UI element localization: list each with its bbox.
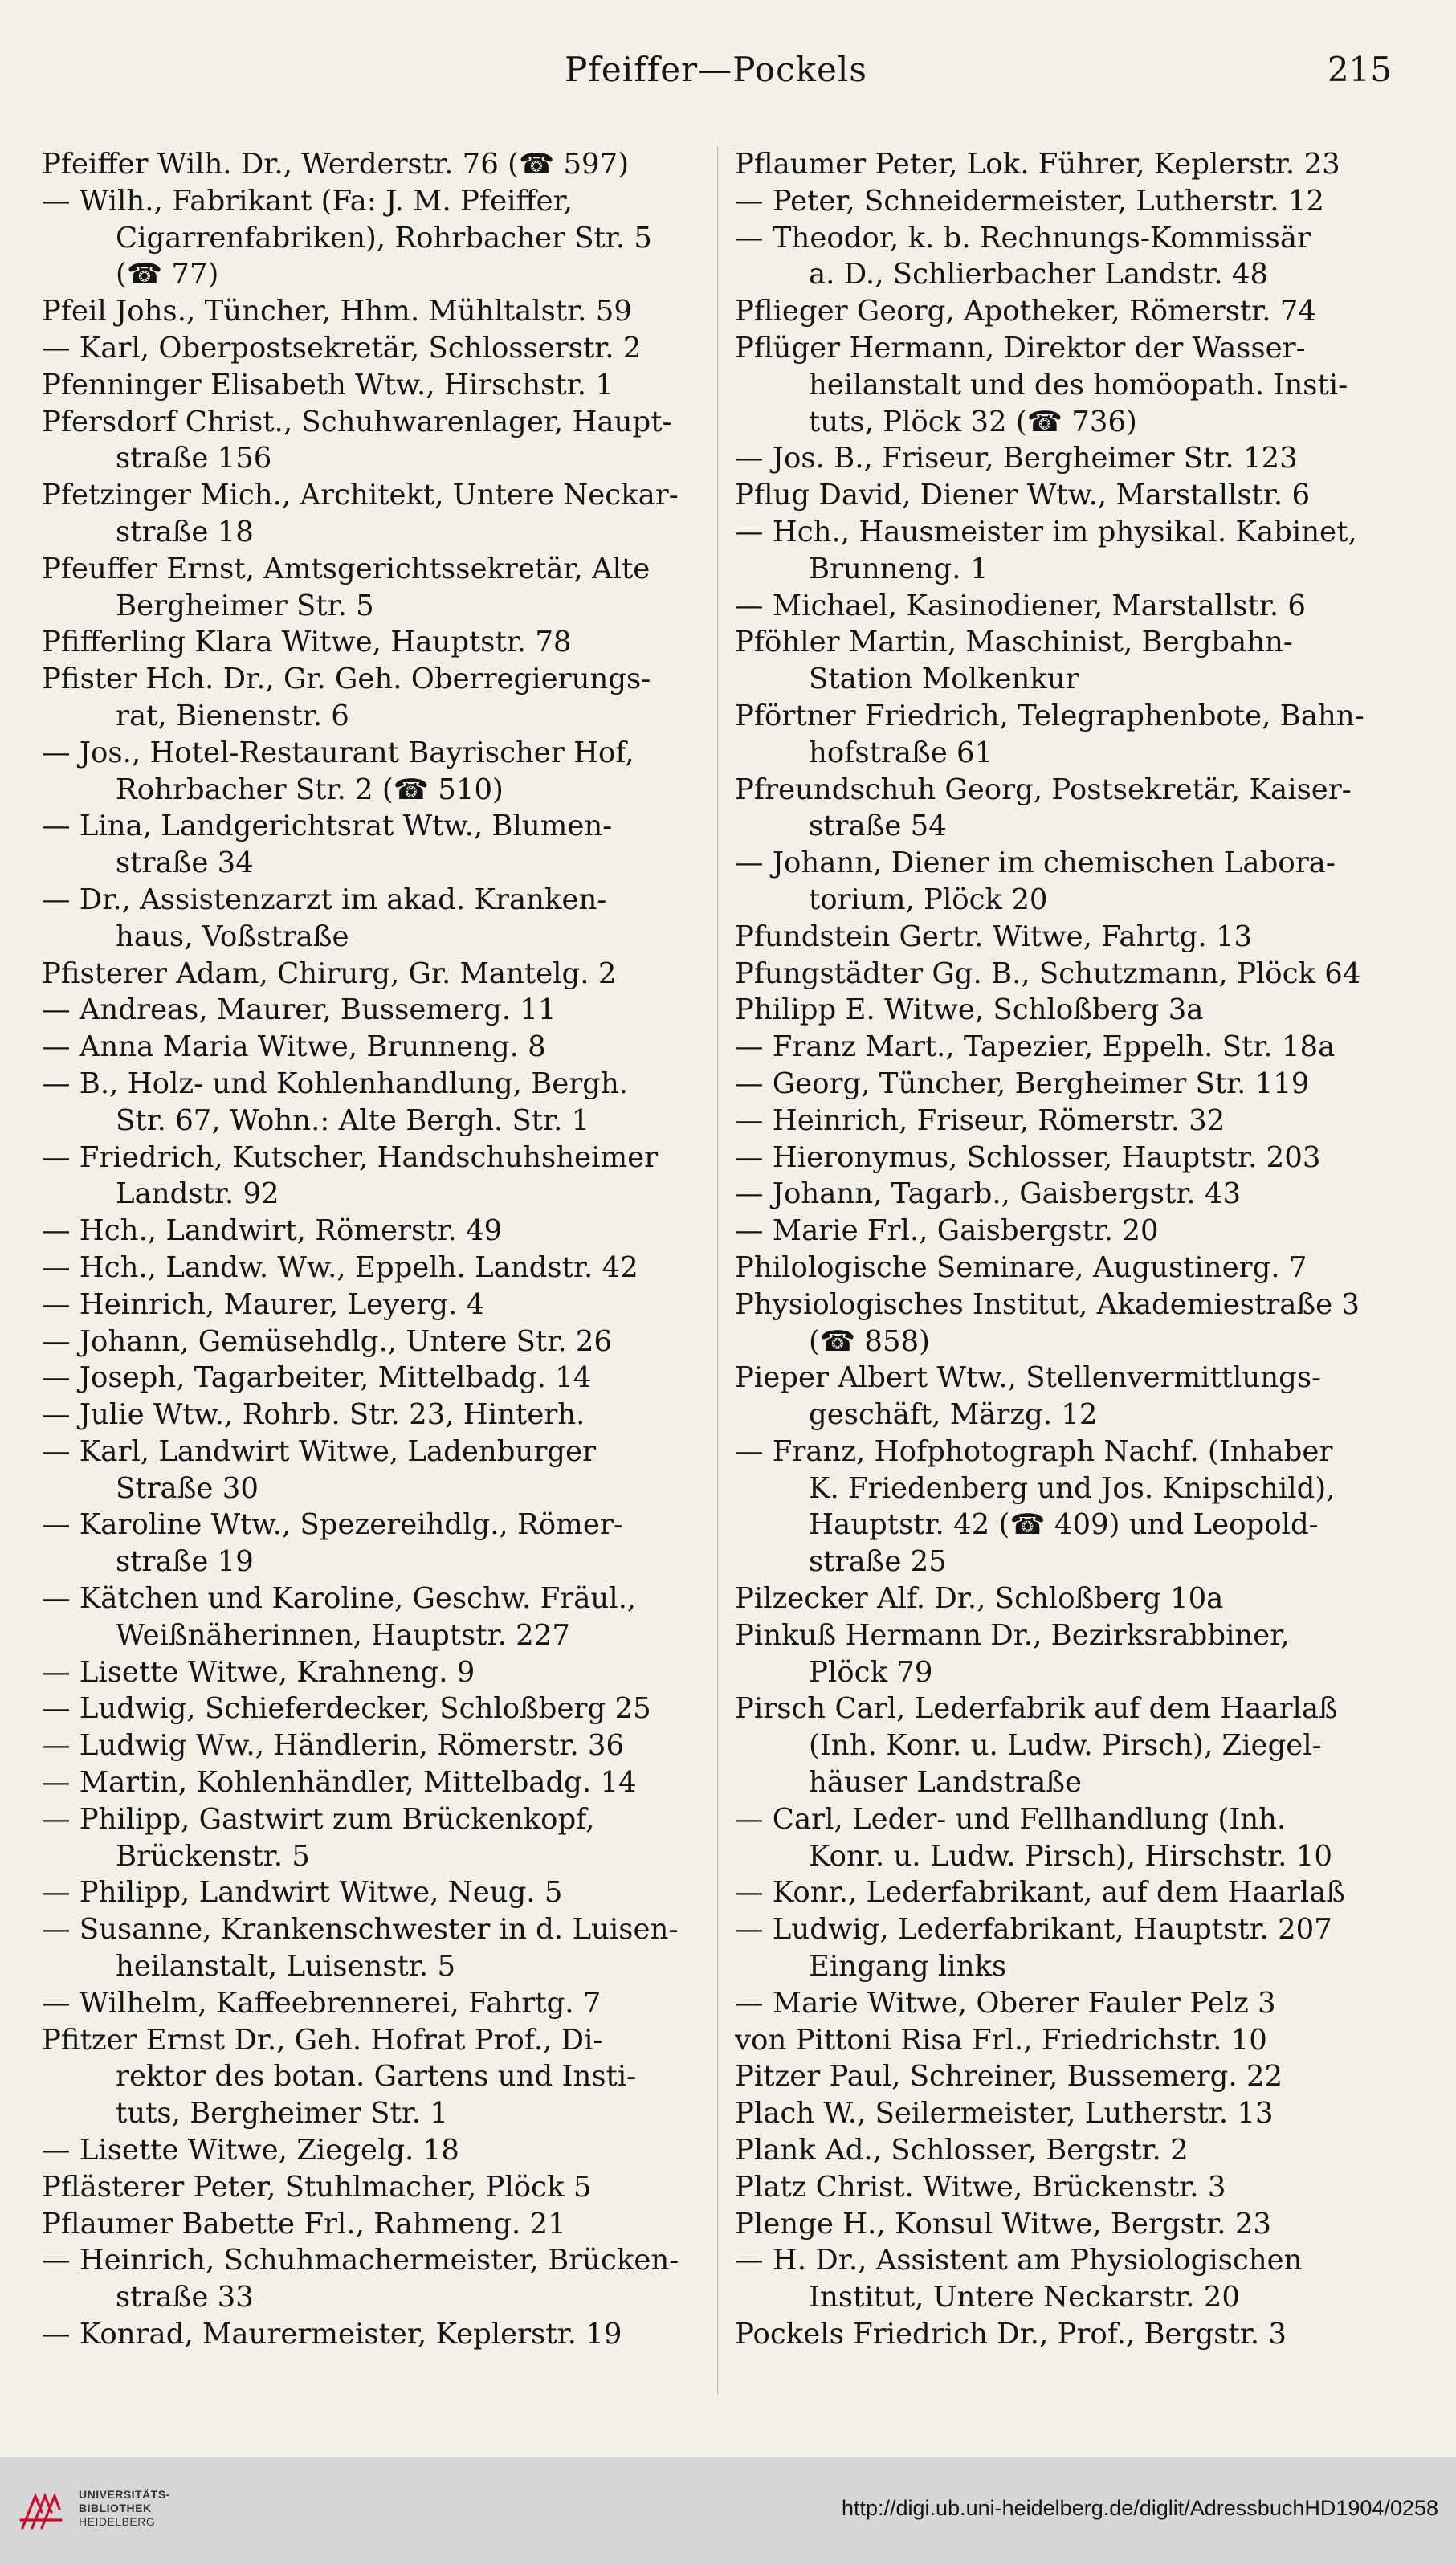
directory-entry bbox=[42, 882, 708, 956]
directory-entry bbox=[42, 1029, 708, 1066]
entry-line: — Konrad, Maurermeister, Keplerstr. 19 bbox=[42, 2318, 622, 2351]
directory-entry bbox=[735, 1874, 1401, 1911]
entry-line: — Konr., Lederfabrikant, auf dem Haarlaß bbox=[735, 1876, 1346, 1910]
entry-line: — Hch., Hausmeister im physikal. Kabinet, bbox=[735, 515, 1357, 548]
directory-entry bbox=[735, 293, 1401, 330]
entry-line: Pilzecker Alf. Dr., Schloßberg 10a bbox=[735, 1582, 1224, 1616]
left-column bbox=[42, 146, 708, 2353]
directory-entry bbox=[735, 956, 1401, 993]
library-name-line: HEIDELBERG bbox=[79, 2515, 156, 2528]
entry-continuation-line: Brunneng. 1 bbox=[809, 552, 989, 585]
directory-entry bbox=[735, 1580, 1401, 1617]
directory-entry bbox=[42, 404, 708, 478]
entry-line: Pinkuß Hermann Dr., Bezirksrabbiner, bbox=[735, 1618, 1290, 1652]
entry-line: Pflaumer Peter, Lok. Führer, Keplerstr. 23 bbox=[735, 148, 1340, 181]
directory-entry bbox=[42, 1727, 708, 1764]
right-column bbox=[735, 146, 1401, 2353]
entry-line: — Lisette Witwe, Ziegelg. 18 bbox=[42, 2134, 459, 2167]
entry-continuation-line: heilanstalt und des homöopath. Insti- bbox=[809, 368, 1348, 402]
entry-line: Pflüger Hermann, Direktor der Wasser- bbox=[735, 331, 1306, 365]
directory-entry bbox=[735, 1360, 1401, 1433]
entry-continuation-line: Eingang links bbox=[809, 1950, 1007, 1984]
entry-line: — Philipp, Gastwirt zum Brückenkopf, bbox=[42, 1802, 595, 1836]
entry-line: Plenge H., Konsul Witwe, Bergstr. 23 bbox=[735, 2207, 1271, 2241]
source-url-link[interactable]: http://digi.ub.uni-heidelberg.de/diglit/AdressbuchHD1904/0258 bbox=[841, 2496, 1438, 2520]
directory-entry bbox=[42, 1874, 708, 1911]
directory-entry bbox=[735, 1029, 1401, 1066]
entry-line: Pfreundschuh Georg, Postsekretär, Kaiser- bbox=[735, 773, 1352, 806]
entry-continuation-line: rat, Bienenstr. 6 bbox=[116, 699, 349, 732]
directory-entry bbox=[42, 1580, 708, 1654]
entry-continuation-line: (☎ 77) bbox=[116, 258, 219, 292]
directory-entry bbox=[42, 330, 708, 367]
directory-entry bbox=[42, 477, 708, 551]
entry-line: von Pittoni Risa Frl., Friedrichstr. 10 bbox=[735, 2023, 1267, 2057]
entry-continuation-line: Rohrbacher Str. 2 (☎ 510) bbox=[116, 773, 504, 806]
entry-line: — Carl, Leder- und Fellhandlung (Inh. bbox=[735, 1802, 1287, 1836]
entry-line: — Anna Maria Witwe, Brunneng. 8 bbox=[42, 1030, 546, 1064]
directory-entry bbox=[735, 2022, 1401, 2059]
directory-entry bbox=[735, 2132, 1401, 2169]
entry-line: — Heinrich, Friseur, Römerstr. 32 bbox=[735, 1103, 1226, 1137]
entry-line: Pföhler Martin, Maschinist, Bergbahn- bbox=[735, 626, 1293, 659]
entry-line: — Joseph, Tagarbeiter, Mittelbadg. 14 bbox=[42, 1361, 592, 1395]
directory-entry bbox=[735, 477, 1401, 514]
directory-entry bbox=[735, 992, 1401, 1029]
entry-line: Philipp E. Witwe, Schloßberg 3a bbox=[735, 993, 1204, 1027]
entry-line: — Martin, Kohlenhändler, Mittelbadg. 14 bbox=[42, 1766, 637, 1800]
entry-line: — Franz Mart., Tapezier, Eppelh. Str. 18a bbox=[735, 1030, 1336, 1064]
entry-line: Plach W., Seilermeister, Lutherstr. 13 bbox=[735, 2097, 1274, 2131]
directory-entry bbox=[735, 1250, 1401, 1287]
directory-entry bbox=[42, 2022, 708, 2132]
entry-line: — Friedrich, Kutscher, Handschuhsheimer bbox=[42, 1140, 659, 1174]
directory-entry bbox=[735, 2316, 1401, 2353]
entry-line: Platz Christ. Witwe, Brückenstr. 3 bbox=[735, 2170, 1226, 2204]
directory-entry bbox=[735, 1617, 1401, 1691]
entry-line: Pförtner Friedrich, Telegraphenbote, Bahn- bbox=[735, 699, 1364, 732]
directory-entry bbox=[42, 2206, 708, 2243]
entry-continuation-line: straße 34 bbox=[116, 846, 254, 880]
library-footer bbox=[0, 2457, 1456, 2565]
entry-line: — Peter, Schneidermeister, Lutherstr. 12 bbox=[735, 184, 1324, 218]
entry-continuation-line: tuts, Bergheimer Str. 1 bbox=[116, 2097, 448, 2131]
entry-continuation-line: rektor des botan. Gartens und Insti- bbox=[116, 2060, 637, 2094]
directory-entry bbox=[735, 146, 1401, 183]
directory-entry bbox=[42, 183, 708, 293]
directory-entry bbox=[735, 330, 1401, 440]
entry-line: — Karl, Landwirt Witwe, Ladenburger bbox=[42, 1434, 596, 1468]
entry-continuation-line: Bergheimer Str. 5 bbox=[116, 589, 374, 622]
directory-entry bbox=[42, 624, 708, 661]
entry-continuation-line: heilanstalt, Luisenstr. 5 bbox=[116, 1950, 456, 1984]
directory-entry bbox=[42, 367, 708, 404]
column-divider bbox=[717, 146, 718, 2395]
entry-continuation-line: straße 19 bbox=[116, 1545, 254, 1579]
directory-entry bbox=[735, 772, 1401, 846]
library-name-line: BIBLIOTHEK bbox=[79, 2502, 152, 2514]
entry-line: — Marie Frl., Gaisbergstr. 20 bbox=[735, 1214, 1159, 1248]
entry-continuation-line: geschäft, Märzg. 12 bbox=[809, 1398, 1098, 1432]
heidelberg-university-library-logo-icon bbox=[14, 2485, 66, 2536]
directory-entry bbox=[735, 588, 1401, 625]
entry-line: Pockels Friedrich Dr., Prof., Bergstr. 3 bbox=[735, 2318, 1287, 2351]
page-number: 215 bbox=[1327, 50, 1392, 89]
entry-continuation-line: Station Molkenkur bbox=[809, 663, 1079, 696]
entry-line: — Franz, Hofphotograph Nachf. (Inhaber bbox=[735, 1434, 1333, 1468]
entry-line: — Johann, Gemüsehdlg., Untere Str. 26 bbox=[42, 1324, 613, 1358]
entry-continuation-line: Str. 67, Wohn.: Alte Bergh. Str. 1 bbox=[116, 1103, 590, 1137]
entry-continuation-line: Konr. u. Ludw. Pirsch), Hirschstr. 10 bbox=[809, 1839, 1332, 1873]
entry-line: Pfeil Johs., Tüncher, Hhm. Mühltalstr. 59 bbox=[42, 295, 632, 328]
directory-entry bbox=[735, 1140, 1401, 1176]
entry-line: — Johann, Tagarb., Gaisbergstr. 43 bbox=[735, 1177, 1242, 1211]
entry-line: — Wilh., Fabrikant (Fa: J. M. Pfeiffer, bbox=[42, 184, 573, 218]
entry-continuation-line: Plöck 79 bbox=[809, 1655, 933, 1689]
entry-line: Pflug David, Diener Wtw., Marstallstr. 6 bbox=[735, 479, 1311, 512]
directory-entry bbox=[735, 2242, 1401, 2316]
directory-entry bbox=[735, 1287, 1401, 1360]
entry-line: — Michael, Kasinodiener, Marstallstr. 6 bbox=[735, 589, 1306, 622]
directory-entry bbox=[735, 1911, 1401, 1985]
directory-entry bbox=[735, 440, 1401, 477]
entry-line: — Georg, Tüncher, Bergheimer Str. 119 bbox=[735, 1066, 1310, 1100]
entry-continuation-line: (☎ 858) bbox=[809, 1324, 930, 1358]
entry-line: Pirsch Carl, Lederfabrik auf dem Haarlaß bbox=[735, 1692, 1338, 1726]
directory-entry bbox=[42, 1140, 708, 1213]
entry-continuation-line: (Inh. Konr. u. Ludw. Pirsch), Ziegel- bbox=[809, 1729, 1322, 1763]
entry-line: — Philipp, Landwirt Witwe, Neug. 5 bbox=[42, 1876, 563, 1910]
directory-entry bbox=[42, 146, 708, 183]
directory-entry bbox=[735, 2169, 1401, 2206]
directory-entry bbox=[42, 735, 708, 809]
entry-line: — Ludwig Ww., Händlerin, Römerstr. 36 bbox=[42, 1729, 625, 1763]
entry-line: Pfister Hch. Dr., Gr. Geh. Oberregierungs- bbox=[42, 663, 651, 696]
directory-entry bbox=[42, 1213, 708, 1250]
entry-line: — Wilhelm, Kaffeebrennerei, Fahrtg. 7 bbox=[42, 1986, 602, 2020]
directory-entry bbox=[42, 1433, 708, 1507]
directory-entry bbox=[735, 1103, 1401, 1140]
directory-entry bbox=[735, 2206, 1401, 2243]
entry-continuation-line: straße 156 bbox=[116, 442, 272, 475]
entry-line: Pfetzinger Mich., Architekt, Untere Neckar- bbox=[42, 479, 679, 512]
entry-line: — H. Dr., Assistent am Physiologischen bbox=[735, 2244, 1303, 2278]
entry-line: — Lina, Landgerichtsrat Wtw., Blumen- bbox=[42, 809, 613, 843]
entry-line: Pfifferling Klara Witwe, Hauptstr. 78 bbox=[42, 626, 572, 659]
directory-entry bbox=[42, 1397, 708, 1433]
entry-line: — Julie Wtw., Rohrb. Str. 23, Hinterh. bbox=[42, 1398, 585, 1432]
entry-line: — Theodor, k. b. Rechnungs-Kommissär bbox=[735, 221, 1311, 255]
entry-line: Pitzer Paul, Schreiner, Bussemerg. 22 bbox=[735, 2060, 1283, 2094]
directory-entry bbox=[42, 1323, 708, 1360]
directory-entry bbox=[735, 1433, 1401, 1580]
entry-continuation-line: straße 33 bbox=[116, 2281, 254, 2314]
directory-entry bbox=[735, 2095, 1401, 2132]
directory-entry bbox=[42, 1360, 708, 1397]
entry-line: Pfeuffer Ernst, Amtsgerichtssekretär, Alte bbox=[42, 552, 651, 585]
entry-line: Pfisterer Adam, Chirurg, Gr. Mantelg. 2 bbox=[42, 956, 617, 990]
directory-entry bbox=[42, 1066, 708, 1140]
entry-line: — Johann, Diener im chemischen Labora- bbox=[735, 846, 1336, 880]
entry-line: — Hch., Landwirt, Römerstr. 49 bbox=[42, 1214, 503, 1248]
directory-entry bbox=[735, 845, 1401, 919]
directory-entry bbox=[42, 1911, 708, 1985]
directory-entry bbox=[735, 698, 1401, 772]
entry-line: — Karoline Wtw., Spezereihdlg., Römer- bbox=[42, 1508, 623, 1542]
directory-entry bbox=[42, 956, 708, 993]
directory-entry bbox=[735, 1801, 1401, 1875]
directory-entry bbox=[735, 183, 1401, 220]
entry-line: — Kätchen und Karoline, Geschw. Fräul., bbox=[42, 1582, 637, 1616]
entry-continuation-line: Weißnäherinnen, Hauptstr. 227 bbox=[116, 1618, 570, 1652]
entry-line: — Andreas, Maurer, Bussemerg. 11 bbox=[42, 993, 557, 1027]
running-title: Pfeiffer—Pockels bbox=[565, 50, 867, 89]
entry-continuation-line: Straße 30 bbox=[116, 1471, 259, 1505]
directory-entry bbox=[42, 1985, 708, 2022]
directory-entry bbox=[735, 514, 1401, 588]
entry-continuation-line: straße 18 bbox=[116, 515, 254, 548]
entry-line: Pflieger Georg, Apotheker, Römerstr. 74 bbox=[735, 295, 1316, 328]
directory-entry bbox=[42, 1801, 708, 1875]
entry-continuation-line: tuts, Plöck 32 (☎ 736) bbox=[809, 405, 1137, 438]
entry-continuation-line: straße 25 bbox=[809, 1545, 947, 1579]
entry-line: Physiologisches Institut, Akademiestraße 3 bbox=[735, 1287, 1360, 1321]
entry-continuation-line: torium, Plöck 20 bbox=[809, 883, 1048, 916]
entry-line: — B., Holz- und Kohlenhandlung, Bergh. bbox=[42, 1066, 629, 1100]
entry-line: Pfeiffer Wilh. Dr., Werderstr. 76 (☎ 597) bbox=[42, 148, 630, 181]
directory-entry bbox=[735, 1985, 1401, 2022]
entry-continuation-line: straße 54 bbox=[809, 809, 947, 843]
entry-continuation-line: hofstraße 61 bbox=[809, 736, 993, 769]
directory-entry bbox=[735, 1213, 1401, 1250]
directory-entry bbox=[735, 1690, 1401, 1800]
entry-line: — Dr., Assistenzarzt im akad. Kranken- bbox=[42, 883, 607, 916]
library-name-line: UNIVERSITÄTS- bbox=[79, 2488, 170, 2501]
entry-line: — Jos. B., Friseur, Bergheimer Str. 123 bbox=[735, 442, 1298, 475]
directory-entry bbox=[735, 624, 1401, 698]
directory-entry bbox=[42, 1250, 708, 1287]
entry-line: Pflästerer Peter, Stuhlmacher, Plöck 5 bbox=[42, 2170, 592, 2204]
directory-entry bbox=[42, 1690, 708, 1727]
entry-line: Philologische Seminare, Augustinerg. 7 bbox=[735, 1250, 1307, 1284]
library-name bbox=[79, 2488, 170, 2529]
entry-line: Pfenninger Elisabeth Wtw., Hirschstr. 1 bbox=[42, 368, 614, 402]
directory-entry bbox=[42, 1764, 708, 1801]
directory-entry bbox=[42, 2169, 708, 2206]
entry-line: — Marie Witwe, Oberer Fauler Pelz 3 bbox=[735, 1986, 1276, 2020]
directory-entry bbox=[42, 551, 708, 625]
directory-entry bbox=[42, 1507, 708, 1580]
entry-line: — Susanne, Krankenschwester in d. Luisen- bbox=[42, 1913, 679, 1947]
entry-line: — Ludwig, Lederfabrikant, Hauptstr. 207 bbox=[735, 1913, 1332, 1947]
entry-line: — Jos., Hotel-Restaurant Bayrischer Hof, bbox=[42, 736, 634, 769]
entry-line: — Heinrich, Maurer, Leyerg. 4 bbox=[42, 1287, 485, 1321]
entry-continuation-line: haus, Voßstraße bbox=[116, 920, 349, 953]
directory-entry bbox=[42, 1654, 708, 1691]
entry-line: Pfundstein Gertr. Witwe, Fahrtg. 13 bbox=[735, 920, 1253, 953]
entry-line: Plank Ad., Schlosser, Bergstr. 2 bbox=[735, 2134, 1189, 2167]
entry-line: Pfersdorf Christ., Schuhwarenlager, Haupt- bbox=[42, 405, 672, 438]
entry-line: — Heinrich, Schuhmachermeister, Brücken- bbox=[42, 2244, 679, 2278]
entry-line: — Karl, Oberpostsekretär, Schlosserstr. 2 bbox=[42, 331, 642, 365]
entry-line: — Ludwig, Schieferdecker, Schloßberg 25 bbox=[42, 1692, 651, 1726]
entry-line: — Lisette Witwe, Krahneng. 9 bbox=[42, 1655, 475, 1689]
entry-continuation-line: K. Friedenberg und Jos. Knipschild), bbox=[809, 1471, 1336, 1505]
directory-entry bbox=[42, 808, 708, 882]
entry-continuation-line: Hauptstr. 42 (☎ 409) und Leopold- bbox=[809, 1508, 1319, 1542]
entry-line: Pieper Albert Wtw., Stellenvermittlungs- bbox=[735, 1361, 1322, 1395]
entry-continuation-line: Landstr. 92 bbox=[116, 1177, 279, 1211]
directory-entry bbox=[42, 1287, 708, 1323]
entry-line: Pflaumer Babette Frl., Rahmeng. 21 bbox=[42, 2207, 566, 2241]
directory-entry bbox=[42, 661, 708, 735]
entry-line: — Hch., Landw. Ww., Eppelh. Landstr. 42 bbox=[42, 1250, 638, 1284]
entry-continuation-line: Cigarrenfabriken), Rohrbacher Str. 5 bbox=[116, 221, 653, 255]
page-header bbox=[40, 50, 1392, 98]
directory-entry bbox=[735, 1066, 1401, 1103]
entry-line: Pfitzer Ernst Dr., Geh. Hofrat Prof., Di- bbox=[42, 2023, 603, 2057]
directory-entry bbox=[735, 919, 1401, 956]
directory-entry bbox=[42, 2132, 708, 2169]
entry-continuation-line: Brückenstr. 5 bbox=[116, 1839, 310, 1873]
entry-continuation-line: Institut, Untere Neckarstr. 20 bbox=[809, 2281, 1240, 2314]
directory-entry bbox=[735, 220, 1401, 294]
directory-entry bbox=[735, 1176, 1401, 1213]
directory-entry bbox=[42, 2316, 708, 2353]
entry-line: — Hieronymus, Schlosser, Hauptstr. 203 bbox=[735, 1140, 1321, 1174]
entry-line: Pfungstädter Gg. B., Schutzmann, Plöck 64 bbox=[735, 956, 1361, 990]
directory-entry bbox=[42, 293, 708, 330]
directory-entry bbox=[735, 2058, 1401, 2095]
directory-entry bbox=[42, 2242, 708, 2316]
entry-continuation-line: a. D., Schlierbacher Landstr. 48 bbox=[809, 258, 1269, 292]
entry-continuation-line: häuser Landstraße bbox=[809, 1766, 1083, 1800]
directory-entry bbox=[42, 992, 708, 1029]
